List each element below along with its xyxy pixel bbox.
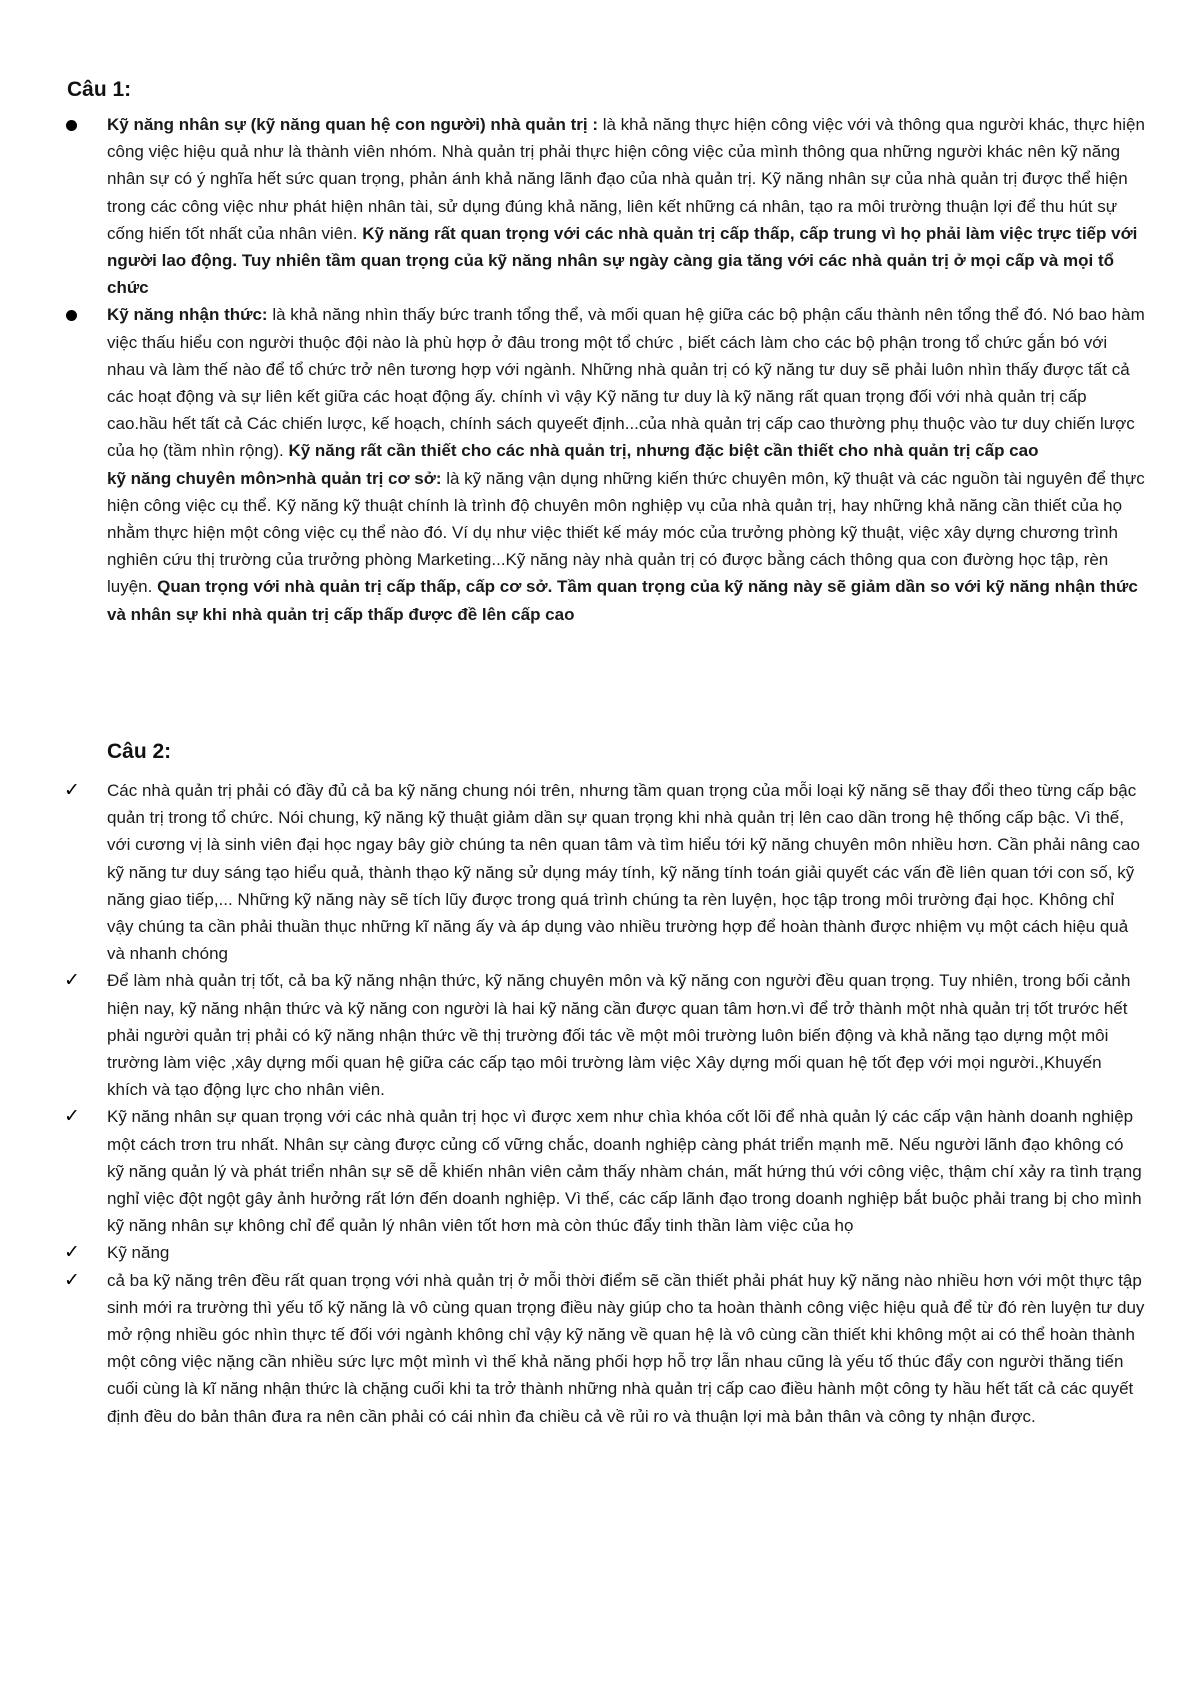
- check-icon: ✓: [64, 1241, 80, 1264]
- list-item: [60, 1103, 1145, 1239]
- check-icon: ✓: [64, 779, 80, 801]
- item-text: cả ba kỹ năng trên đều rất quan trọng với nhà quản trị ở mỗi thời điểm sẽ cần thiết phải phát huy kỹ năng nào nhiều hơn với một thực tập sinh mới ra trường thì yếu tố kỹ năng là vô cùng quan trọng điều này giúp cho ta hoàn thành công việc hiệu quả để từ đó rèn luyện tư duy mở rộng nhiều góc nhìn thực tế đối với ngành không chỉ vậy kỹ năng về quan hệ là vô cùng cần thiết khi không một ai có thể hoàn thành một công việc nặng cần nhiều sức lực một mình vì thế khả năng phối hợp hỗ trợ lẫn nhau cũng là yếu tố thúc đẩy con người thăng tiến cuối cùng là kĩ năng nhận thức là chặng cuối khi ta trở thành những nhà quản trị cấp cao điều hành một công ty hầu hết tất cả các quyết định đều do bản thân đưa ra nên cần phải có cái nhìn đa chiều cả về rủi ro và thuận lợi mà bản thân và công ty nhận được.: [107, 1270, 1145, 1426]
- sub-paragraph-chuyen-mon: [107, 465, 1145, 628]
- list-item: [60, 1267, 1145, 1430]
- item-text: Kỹ năng nhân sự quan trọng với các nhà quản trị học vì được xem như chìa khóa cốt lõi để nhà quản lý các cấp vận hành doanh nghiệp một cách trơn tru nhất. Nhân sự càng được củng cố vững chắc, doanh nghiệp càng phát triển mạnh mẽ. Nếu người lãnh đạo không có kỹ năng quản lý và phát triển nhân sự sẽ dễ khiến nhân viên cảm thấy nhàm chán, mất hứng thú với công việc, thậm chí xảy ra tình trạng nghỉ việc đột ngột gây ảnh hưởng rất lớn đến doanh nghiệp. Vì thế, các cấp lãnh đạo trong doanh nghiệp bắt buộc phải trang bị cho mình kỹ năng nhân sự không chỉ để quản lý nhân viên tốt hơn mà còn thúc đẩy tinh thần làm việc của họ: [107, 1107, 1142, 1236]
- heading-cau-1: Câu 1:: [67, 78, 132, 101]
- sub-lead: kỹ năng chuyên môn>nhà quản trị cơ sở:: [107, 468, 442, 488]
- list-item: [60, 1239, 1145, 1266]
- item-text: Kỹ năng: [107, 1243, 170, 1263]
- heading-cau-2: Câu 2:: [107, 740, 172, 763]
- sub-text: là kỹ năng vận dụng những kiến thức chuyên môn, kỹ thuật và các nguồn tài nguyên để thực hiện công việc cụ thể. Kỹ năng kỹ thuật chính là trình độ chuyên môn nghiệp vụ của nhà quản trị, hay những khả năng cần thiết của họ nhằm thực hiện một công việc cụ thể nào đó. Ví dụ như việc thiết kế máy móc của trưởng phòng kỹ thuật, việc xây dựng chương trình nghiên cứu thị trường của trưởng phòng Marketing...Kỹ năng này nhà quản trị có được bằng cách thông qua con đường học tập, rèn luyện.: [107, 468, 1145, 597]
- cau-1-list: [60, 111, 1145, 628]
- check-icon: ✓: [64, 969, 80, 992]
- list-item: [60, 777, 1145, 967]
- item-text: là khả năng nhìn thấy bức tranh tổng thể, và mối quan hệ giữa các bộ phận cấu thành nên tổng thể đó. Nó bao hàm việc thấu hiểu con người thuộc đội nào là phù hợp ở đâu trong một tổ chức , biết cách làm cho các bộ phận trong tổ chức gắn bó với nhau và làm thế nào để tổ chức trở nên tương hợp với ngành. Những nhà quản trị có kỹ năng tư duy sẽ phải luôn nhìn thấy được tất cả các hoạt động và sự liên kết giữa các hoạt động ấy. chính vì vậy Kỹ năng tư duy là kỹ năng rất quan trọng đối với nhà quản trị cấp cao.hầu hết tất cả Các chiến lược, kế hoạch, chính sách quyeết định...của nhà quản trị cấp cao thường phụ thuộc vào tư duy chiến lược của họ (tầm nhìn rộng).: [107, 305, 1145, 461]
- cau-2-list: [60, 777, 1145, 1430]
- check-icon: ✓: [64, 1268, 80, 1291]
- item-tail: Kỹ năng rất cần thiết cho các nhà quản trị, nhưng đặc biệt cần thiết cho nhà quản trị cấp cao: [288, 441, 1039, 461]
- item-lead: Kỹ năng nhân sự (kỹ năng quan hệ con người) nhà quản trị :: [107, 115, 598, 134]
- list-item-nhan-su: [60, 111, 1145, 301]
- bullet-icon: [62, 301, 90, 328]
- item-lead: Kỹ năng nhận thức:: [107, 305, 268, 325]
- sub-tail: Quan trọng với nhà quản trị cấp thấp, cấp cơ sở. Tầm quan trọng của kỹ năng này sẽ giảm dần so với kỹ năng nhận thức và nhân sự khi nhà quản trị cấp thấp được đề lên cấp cao: [107, 577, 1138, 624]
- list-item-nhan-thuc: [60, 301, 1145, 627]
- item-text: là khả năng thực hiện công việc với và thông qua người khác, thực hiện công việc hiệu quả như là thành viên nhóm. Nhà quản trị phải thực hiện công việc của mình thông qua những người khác nên kỹ năng nhân sự có ý nghĩa hết sức quan trọng, phản ánh khả năng lãnh đạo của nhà quản trị. Kỹ năng nhân sự của nhà quản trị được thể hiện trong các công việc như phát hiện nhân tài, sử dụng đúng khả năng, liên kết những cá nhân, tạo ra môi trường thuận lợi để thu hút sự cống hiến tốt nhất của nhân viên.: [107, 115, 1145, 243]
- item-text: Để làm nhà quản trị tốt, cả ba kỹ năng nhận thức, kỹ năng chuyên môn và kỹ năng con người đều quan trọng. Tuy nhiên, trong bối cảnh hiện nay, kỹ năng nhận thức và kỹ năng con người là hai kỹ năng cần được quan tâm hơn.vì để trở thành một nhà quản trị tốt trước hết phải người quản trị phải có kỹ năng nhận thức về thị trường đối tác về một môi trường luôn biến động và khả năng tạo dựng một môi trường làm việc ,xây dựng mối quan hệ giữa các cấp tạo môi trường làm việc Xây dựng mối quan hệ tốt đẹp với mọi người.,Khuyến khích và tạo động lực cho nhân viên.: [107, 971, 1131, 1100]
- item-text: Các nhà quản trị phải có đầy đủ cả ba kỹ năng chung nói trên, nhưng tầm quan trọng của mỗi loại kỹ năng sẽ thay đổi theo từng cấp bậc quản trị trong tổ chức. Nói chung, kỹ năng kỹ thuật giảm dần sự quan trọng khi nhà quản trị lên cao dần trong hệ thống cấp bậc. Vì thế, với cương vị là sinh viên đại học ngay bây giờ chúng ta nên quan tâm và tìm hiểu tới kỹ năng chuyên môn nhiều hơn. Cần phải nâng cao kỹ năng tư duy sáng tạo hiểu quả, thành thạo kỹ năng sử dụng máy tính, kỹ năng tính toán giải quyết các vấn đề liên quan tới con số, kỹ năng giao tiếp,... Những kỹ năng này sẽ tích lũy được trong quá trình chúng ta rèn luyện, học tập trong môi trường đại học. Không chỉ vậy chúng ta cần phải thuần thục những kĩ năng ấy và áp dụng vào nhiều trường hợp để hoàn thành được nhiệm vụ một cách hiệu quả và nhanh chóng: [107, 781, 1140, 964]
- list-item: [60, 967, 1145, 1103]
- bullet-icon: [62, 111, 90, 138]
- check-icon: ✓: [64, 1105, 80, 1128]
- item-tail: Kỹ năng rất quan trọng với các nhà quản trị cấp thấp, cấp trung vì họ phải làm việc trực tiếp với người lao động. Tuy nhiên tầm quan trọng của kỹ năng nhân sự ngày càng gia tăng với các nhà quản trị ở mọi cấp và mọi tổ chức: [107, 223, 1138, 298]
